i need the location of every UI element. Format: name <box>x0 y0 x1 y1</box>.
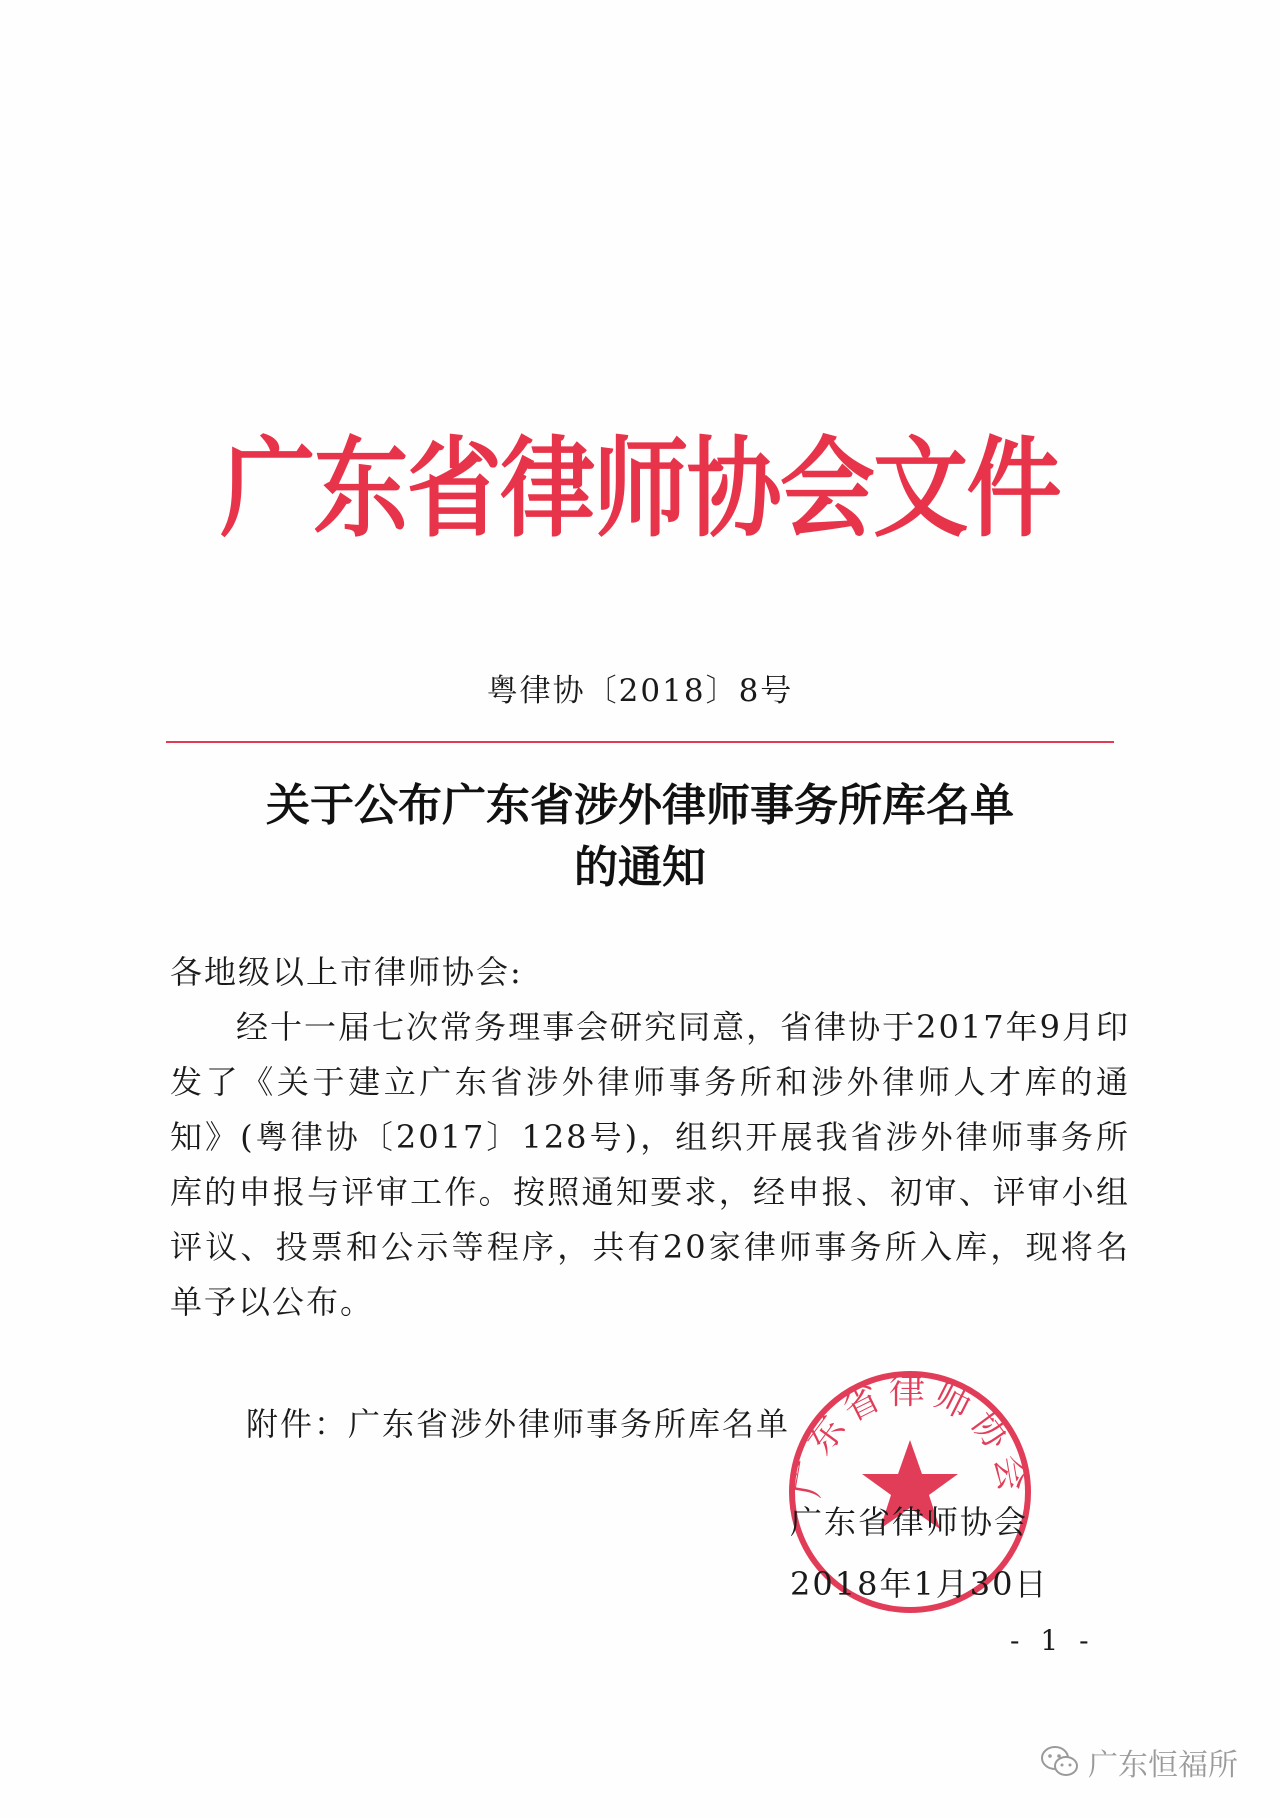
signatory: 广东省律师协会 <box>790 1503 1029 1541</box>
notice-title <box>0 775 1280 899</box>
wechat-icon <box>1040 1745 1080 1779</box>
page-number: - 1 - <box>1010 1624 1095 1657</box>
attachment-line: 附件：广东省涉外律师事务所库名单 <box>246 1405 791 1443</box>
body-paragraph: 经十一届七次常务理事会研究同意，省律协于2017年9月印发了《关于建立广东省涉外律师事务所和涉外律师人才库的通知》(粤律协〔2017〕128号)，组织开展我省涉外律师事务所库的申报与评审工作。按照通知要求，经申报、初审、评审小组评议、投票和公示等程序，共有20家律师事务所入库，现将名单予以公布。 <box>170 1008 1130 1321</box>
notice-title-line2: 的通知 <box>574 842 706 893</box>
red-divider <box>166 741 1114 743</box>
document-number: 粤律协〔2018〕8号 <box>486 673 794 709</box>
watermark-text: 广东恒福所 <box>1088 1748 1238 1783</box>
masthead-title: 广东省律师协会文件 <box>220 427 1060 552</box>
wechat-watermark <box>1040 1740 1238 1784</box>
signing-date: 2018年1月30日 <box>790 1565 1049 1603</box>
salutation: 各地级以上市律师协会: <box>170 953 523 991</box>
notice-body <box>170 945 1130 1330</box>
notice-title-line1: 关于公布广东省涉外律师事务所库名单 <box>266 780 1014 831</box>
seal-text-path: 广东省律师协会 <box>786 1371 1034 1501</box>
